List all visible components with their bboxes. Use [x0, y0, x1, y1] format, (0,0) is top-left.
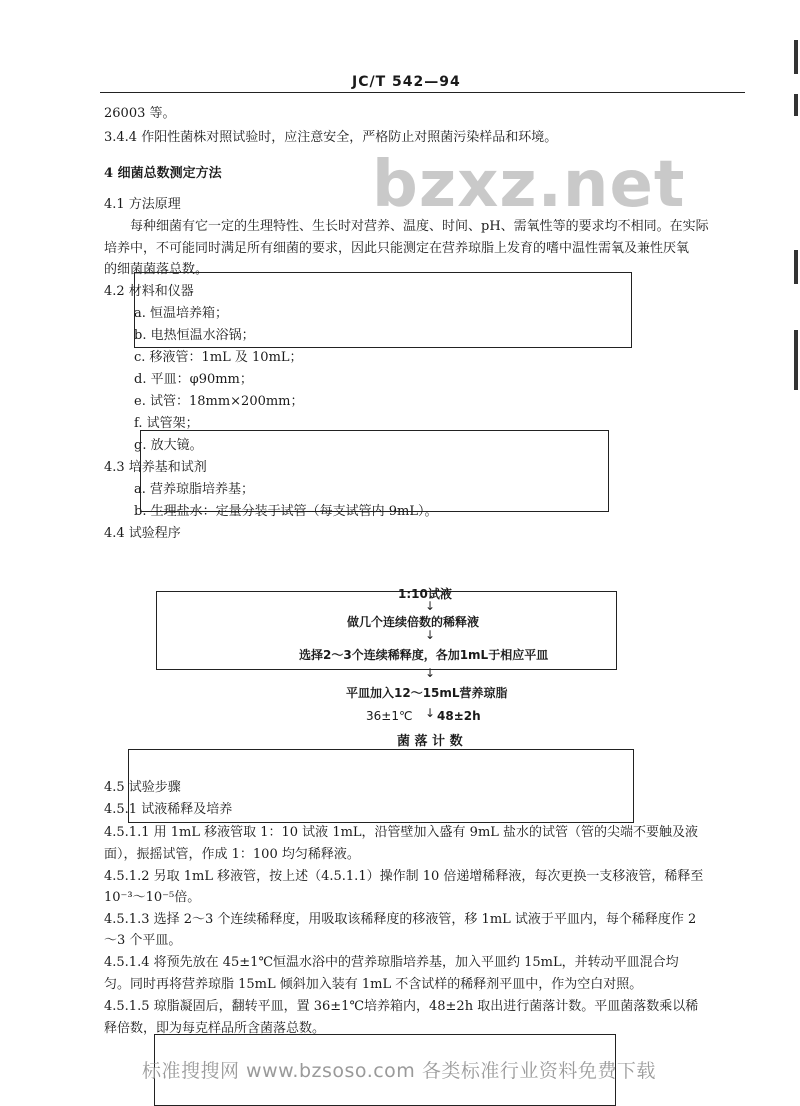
flow-incubation-time: 48±2h [437, 709, 481, 723]
scan-edge-mark [794, 94, 798, 116]
section-heading-4: 4 细菌总数测定方法 [104, 166, 222, 181]
paragraph-line: 的细菌菌落总数。 [104, 262, 209, 277]
scan-overlay-box [134, 272, 632, 348]
flow-step-count: 菌 落 计 数 [397, 734, 463, 749]
list-item: a. 恒温培养箱； [134, 306, 229, 321]
flow-step-select: 选择2～3个连续稀释度，各加1mL于相应平皿 [299, 648, 549, 662]
paragraph-line: 4.5.1.1 用 1mL 移液管取 1：10 试液 1mL，沿管壁加入盛有 9mL 盐水的试管（管的尖端不要触及液 [104, 825, 699, 840]
header-rule [100, 92, 745, 93]
section-heading-4-5: 4.5 试验步骤 [104, 780, 181, 795]
list-item: f. 试管架； [134, 416, 199, 431]
down-arrow-icon: ↓ [425, 599, 436, 613]
paragraph-line: 10⁻³～10⁻⁵倍。 [104, 890, 201, 905]
list-item: d. 平皿：φ90mm； [134, 372, 253, 387]
down-arrow-icon: ↓ [425, 628, 436, 642]
paragraph-line: 面），振摇试管，作成 1：100 均匀稀释液。 [104, 847, 360, 862]
watermark-logo: bzxz.net [372, 148, 686, 222]
doc-header-code: JC/T 542—94 [352, 74, 461, 90]
section-heading-4-4: 4.4 试验程序 [104, 526, 181, 541]
paragraph-line: 4.5.1.3 选择 2～3 个连续稀释度，用吸取该稀释度的移液管，移 1mL 试液于平皿内，每个稀释度作 2 [104, 912, 697, 927]
flow-step-sample: 1:10试液 [398, 587, 452, 601]
down-arrow-icon: ↓ [425, 666, 436, 680]
scan-edge-mark [794, 330, 798, 390]
section-heading-4-1: 4.1 方法原理 [104, 197, 181, 212]
paragraph-line: 4.5.1.2 另取 1mL 移液管，按上述（4.5.1.1）操作制 10 倍递增稀释液，每次更换一支移液管，稀释至 [104, 869, 704, 884]
paragraph-line: 释倍数，即为每克样品所含菌落总数。 [104, 1021, 326, 1036]
section-heading-4-5-1: 4.5.1 试液稀释及培养 [104, 802, 233, 817]
paragraph-line: 培养中，不可能同时满足所有细菌的要求，因此只能测定在营养琼脂上发育的嗜中温性需氧及兼性厌氧 [104, 241, 690, 256]
list-item: b. 生理盐水：定量分装于试管（每支试管内 9mL）。 [134, 504, 438, 519]
paragraph-line: 每种细菌有它一定的生理特性、生长时对营养、温度、时间、pH、需氧性等的要求均不相同。在实际 [130, 219, 709, 234]
text-line: 26003 等。 [104, 106, 176, 121]
section-heading-4-3: 4.3 培养基和试剂 [104, 460, 207, 475]
list-item: e. 试管：18mm×200mm； [134, 394, 304, 409]
paragraph-line: 匀。同时再将营养琼脂 15mL 倾斜加入装有 1mL 不含试样的稀释剂平皿中，作为空白对照。 [104, 977, 643, 992]
flow-step-agar: 平皿加入12～15mL营养琼脂 [346, 686, 508, 700]
list-item: c. 移液管：1mL 及 10mL； [134, 350, 303, 365]
paragraph-line: 4.5.1.4 将预先放在 45±1℃恒温水浴中的营养琼脂培养基，加入平皿约 15mL，并转动平皿混合均 [104, 955, 679, 970]
section-heading-4-2: 4.2 材料和仪器 [104, 284, 194, 299]
list-item: a. 营养琼脂培养基； [134, 482, 255, 497]
footer-watermark: 标准搜搜网 www.bzsoso.com 各类标准行业资料免费下载 [142, 1060, 656, 1082]
scan-edge-mark [794, 250, 798, 284]
paragraph-line: 4.5.1.5 琼脂凝固后，翻转平皿，置 36±1℃培养箱内，48±2h 取出进行菌落计数。平皿菌落数乘以稀 [104, 999, 699, 1014]
scan-overlay-box [140, 430, 609, 512]
flow-step-dilution: 做几个连续倍数的稀释液 [347, 615, 480, 629]
clause-3-4-4: 3.4.4 作阳性菌株对照试验时，应注意安全，严格防止对照菌污染样品和环境。 [104, 130, 558, 145]
flow-incubation-temp: 36±1℃ [366, 709, 413, 723]
scan-edge-mark [794, 40, 798, 74]
paragraph-line: ～3 个平皿。 [104, 933, 182, 948]
list-item: g. 放大镜。 [134, 438, 203, 453]
down-arrow-icon: ↓ [425, 706, 436, 720]
list-item: b. 电热恒温水浴锅； [134, 328, 255, 343]
